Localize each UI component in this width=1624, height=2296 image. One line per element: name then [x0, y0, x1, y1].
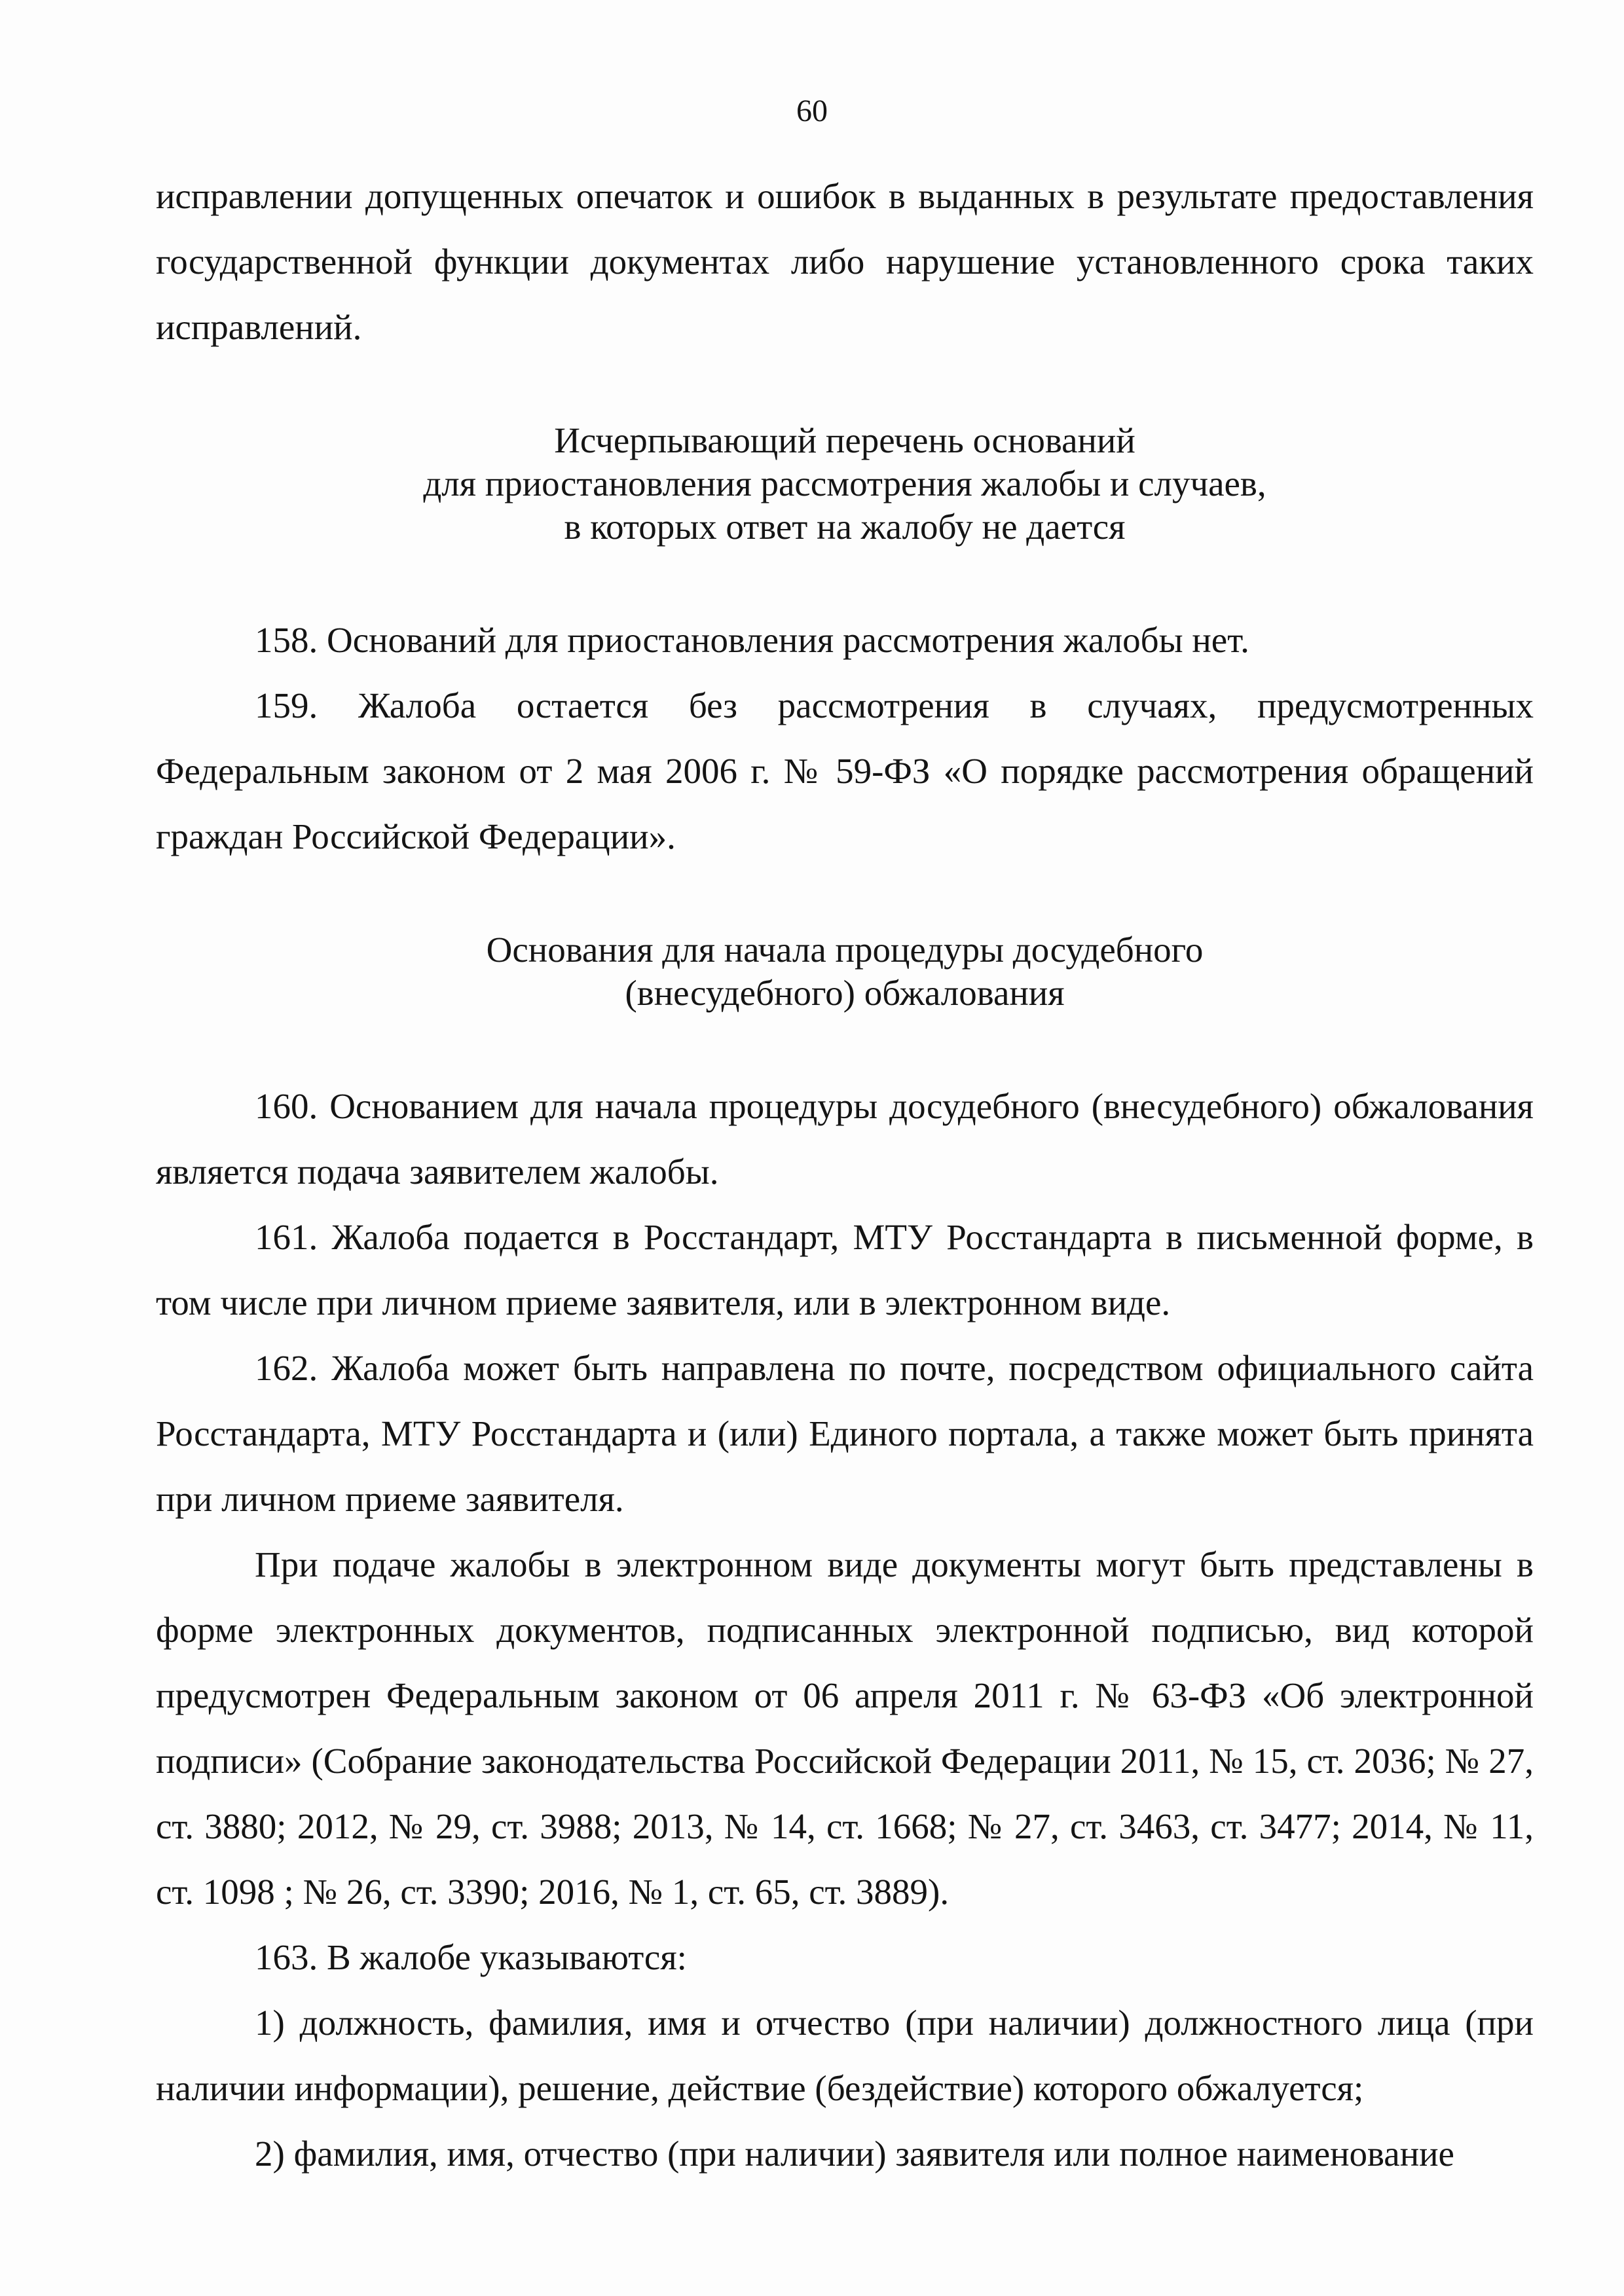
- heading-line: в которых ответ на жалобу не дается: [564, 507, 1126, 547]
- paragraph-158: 158. Оснований для приостановления рассмотрения жалобы нет.: [255, 620, 1249, 660]
- paragraph-continuation: исправлении допущенных опечаток и ошибок в выданных в результате предоставления государственной функции документах либо нарушение установленного срока таких исправлений.: [156, 176, 1534, 347]
- paragraph-161: 161. Жалоба подается в Росстандарт, МТУ Росстандарта в письменной форме, в том числе при личном приеме заявителя, или в электронном виде.: [156, 1217, 1534, 1322]
- paragraph-162: 162. Жалоба может быть направлена по почте, посредством официального сайта Росстандарта, МТУ Росстандарта и (или) Единого портала, а также может быть принята при личном приеме заявителя.: [156, 1348, 1534, 1519]
- list-item-1: 1) должность, фамилия, имя и отчество (при наличии) должностного лица (при наличии информации), решение, действие (бездействие) которого обжалуется;: [156, 2003, 1534, 2108]
- paragraph-electronic-submission: При подаче жалобы в электронном виде документы могут быть представлены в форме электронных документов, подписанных электронной подписью, вид которой предусмотрен Федеральным законом от 06 апреля 2011 г. № 63-ФЗ «Об электронной подписи» (Собрание законодательства Российской Федерации 2011, № 15, ст. 2036; № 27, ст. 3880; 2012, № 29, ст. 3988; 2013, № 14, ст. 1668; № 27, ст. 3463, ст. 3477; 2014, № 11, ст. 1098 ; № 26, ст. 3390; 2016, № 1, ст. 65, ст. 3889).: [156, 1544, 1534, 1912]
- page-number: 60: [796, 94, 828, 128]
- heading-line: Основания для начала процедуры досудебного: [486, 930, 1204, 970]
- list-item-2: 2) фамилия, имя, отчество (при наличии) заявителя или полное наименование: [255, 2134, 1454, 2174]
- paragraph-160: 160. Основанием для начала процедуры досудебного (внесудебного) обжалования является подача заявителем жалобы.: [156, 1086, 1534, 1192]
- section-heading-pretrial-appeal: [156, 928, 1534, 1015]
- heading-line: для приостановления рассмотрения жалобы и случаев,: [423, 464, 1266, 503]
- paragraph-159: 159. Жалоба остается без рассмотрения в случаях, предусмотренных Федеральным законом от 2 мая 2006 г. № 59-ФЗ «О порядке рассмотрения обращений граждан Российской Федерации».: [156, 685, 1534, 856]
- heading-line: Исчерпывающий перечень оснований: [554, 420, 1135, 460]
- paragraph-163: 163. В жалобе указываются:: [255, 1937, 687, 1977]
- document-body: [156, 164, 1534, 2187]
- section-heading-grounds-suspension: [156, 419, 1534, 549]
- heading-line: (внесудебного) обжалования: [625, 973, 1065, 1013]
